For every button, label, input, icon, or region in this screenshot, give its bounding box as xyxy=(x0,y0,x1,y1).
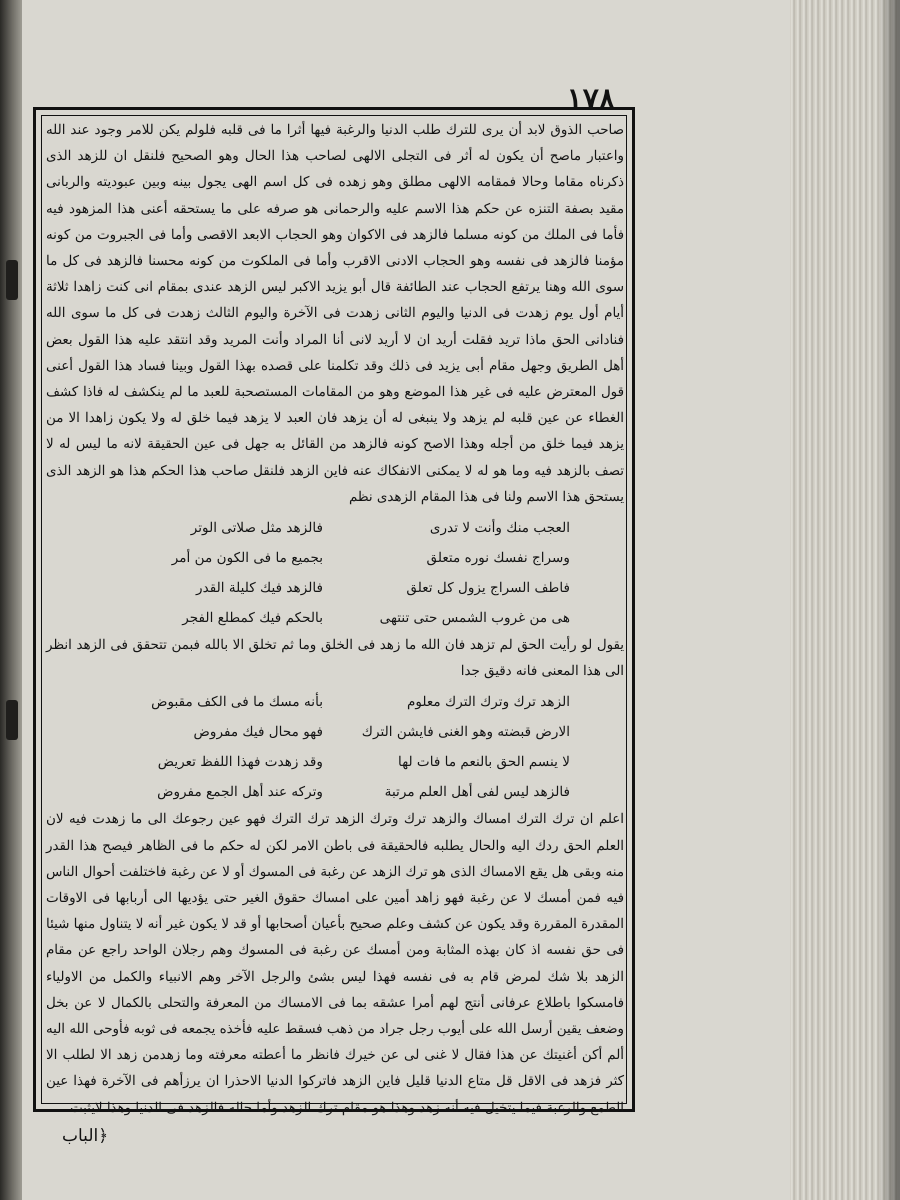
poem-verse-second-hemistich: فهو محال فيك مفروض xyxy=(193,724,323,741)
paragraph-interlude: يقول لو رأيت الحق لم تزهد فان الله ما زهد فى الخلق وما ثم تخلق الا بالله فبمن تتحقق فى الزهد انظر الى هذا المعنى فانه دقيق جدا xyxy=(46,638,624,680)
poem-verse-first-hemistich: الارض قبضته وهو الغنى فايشن الترك xyxy=(361,724,570,741)
poem-verse-first-hemistich: لا ينسم الحق بالنعم ما فات لها xyxy=(398,754,570,771)
page-stack-shadow xyxy=(878,0,900,1200)
poem-verse-second-hemistich: وتركه عند أهل الجمع مفروض xyxy=(157,784,323,801)
poem-verse-second-hemistich: بأنه مسك ما فى الكف مقبوض xyxy=(151,694,323,711)
poem-verse-first-hemistich: هى من غروب الشمس حتى تنتهى xyxy=(379,610,570,627)
page-number: ١٧٨ xyxy=(566,82,615,117)
poem-first xyxy=(100,513,570,633)
poem-verse-second-hemistich: بجميع ما فى الكون من أمر xyxy=(171,550,323,567)
poem-verse-second-hemistich: وقد زهدت فهذا اللفظ تعريض xyxy=(157,754,323,771)
binding-hole xyxy=(6,260,18,300)
poem-verse-first-hemistich: الزهد ترك وترك الترك معلوم xyxy=(406,694,570,711)
paragraph-closing: اعلم ان ترك الترك امساك والزهد ترك وترك الزهد ترك الترك فهو عين رجوعك الى ما زهدت فيه لان العلم الحق ردك اليه والحال يطلبه فالحقيقة فى باطن الامر لكن له حكم ما فى الظاهر فيصح هذا القدر منه وبقى هل يقع الامساك الذى هو ترك الزهد عن رغبة فى المسوك أو لا عن رغبة فاختلفت أحوال الناس فيه فمن أمسك لا عن رغبة فهو زاهد أمين على امساك حقوق الغير حتى يؤديها الى أربابها فى الاوقات المقدرة المقررة وقد يكون عن كشف وعلم صحيح بأعيان أصحابها أو قد لا يكون غير أنه لا يتناول منها شيئا فى حق نفسه اذ كان بهذه المثابة ومن أمسك عن رغبة فى المسوك وهم رجلان الواحد راجع عن مقام الزهد بلا شك لمرض قام به فى نفسه فهذا ليس بشئ والرجل الآخر وهم الانبياء والكمل من الاولياء فامسكوا باطلاع عرفانى أنتج لهم أمرا عشقه بما فى الامساك من المعرفة والتحلى بالكمال لا عن بخل وضعف يقين أرسل الله على أيوب رجل جراد من ذهب فسقط عليه فأخذه يجمعه فى ثوبه فأوحى الله اليه ألم أكن أغنيتك عن هذا فقال لا غنى لى عن خيرك فانظر ما أعطته معرفته وما زهدمن زهد الا لطلب الا كثر فزهد فى الاقل قل متاع الدنيا قليل فاين الزهد فاتركوا الدنيا الاحذرا ان يرزأهم فى الآخرة فهذا عين الطمع والرغبة فيما يتخيل فيه أنه زهد وهذا هو مقام ترك الزهد وأما حاله فالزهد فى الدنيا وهذا لايثبت xyxy=(46,812,624,1116)
poem-second xyxy=(100,687,570,807)
poem-verse-second-hemistich: فالزهد فيك كليلة القدر xyxy=(196,580,323,597)
poem-verse-second-hemistich: بالحكم فيك كمطلع الفجر xyxy=(182,610,323,627)
poem-verse-first-hemistich: وسراج نفسك نوره متعلق xyxy=(426,550,570,567)
poem-verse-first-hemistich: فاطف السراج يزول كل تعلق xyxy=(406,580,570,597)
main-text xyxy=(46,118,624,1116)
poem-verse-second-hemistich: فالزهد مثل صلاتى الوتر xyxy=(190,520,323,537)
poem-verse-first-hemistich: العجب منك وأنت لا تدرى xyxy=(429,520,570,537)
paragraph-opening: صاحب الذوق لابد أن يرى للترك طلب الدنيا والرغبة فيها أثرا ما فى قلبه فلولم يكن للامر وجود عند الله واعتبار ماصح أن يكون له أثر فى التجلى الالهى لصاحب هذا الحال وهو الصحيح فلنقل ان للزهد الذى ذكرناه مقاما وحالا فمقامه الالهى مطلق وهو زهده فى كل اسم الهى يجول بينه وبين عبوديته والربانى مقيد بصفة التنزه عن حكم هذا الاسم عليه والرحمانى هو صرفه على ما يستحقه أعنى هذا المزهود فيه فأما فى الملك من كونه مسلما فالزهد فى الاكوان وهو الحجاب الابعد الاقصى وأما فى الجبروت من كونه مؤمنا فالزهد فى نفسه وهو الحجاب الادنى الاقرب وأما فى الملكوت من كونه محسنا فالزهد فى كل ما سوى الله وهنا يرتفع الحجاب عند الطائفة قال أبو يزيد الاكبر ليس الزهد عندى بمقام انى كنت زاهدا ثلاثة أيام أول يوم زهدت فى الدنيا واليوم الثانى زهدت فى الآخرة واليوم الثالث زهدت فى كل ما سوى الله فنادانى الحق ماذا تريد فقلت أريد ان لا أريد لانى أنا المراد وأنت المريد وقد انتقد عليه هذا القول بعض أهل الطريق وجهل مقام أبى يزيد فى ذلك وقد تكلمنا على قصده بهذا القول وبينا فساد هذا القول أعنى قول المعترض عليه فى غير هذا الموضع وهو من المقامات المستصحبة للعبد ما لم ينكشف له فاذا كشف الغطاء عن عين قلبه لم يزهد ولا ينبغى له أن يزهد فان العبد لا يزهد فيما خلق له ولا يكون زاهدا الا من يزهد فيما خلق من أجله وهذا الاصح كونه فالزهد من القائل به جهل فى عين الحقيقة لانه ما ليس له لا تصف بالزهد فيه وما هو له لا يمكنى الانفكاك عنه فاين الزهد فلنقل صاحب هذا الحكم هذا هو الزهد الذى يستحق هذا الاسم ولنا فى هذا المقام الزهدى نظم xyxy=(46,123,624,505)
binding-hole xyxy=(6,700,18,740)
page-stack-edge xyxy=(790,0,900,1200)
catchword: ﴿الباب xyxy=(62,1126,109,1146)
poem-verse-first-hemistich: فالزهد ليس لفى أهل العلم مرتبة xyxy=(384,784,570,801)
